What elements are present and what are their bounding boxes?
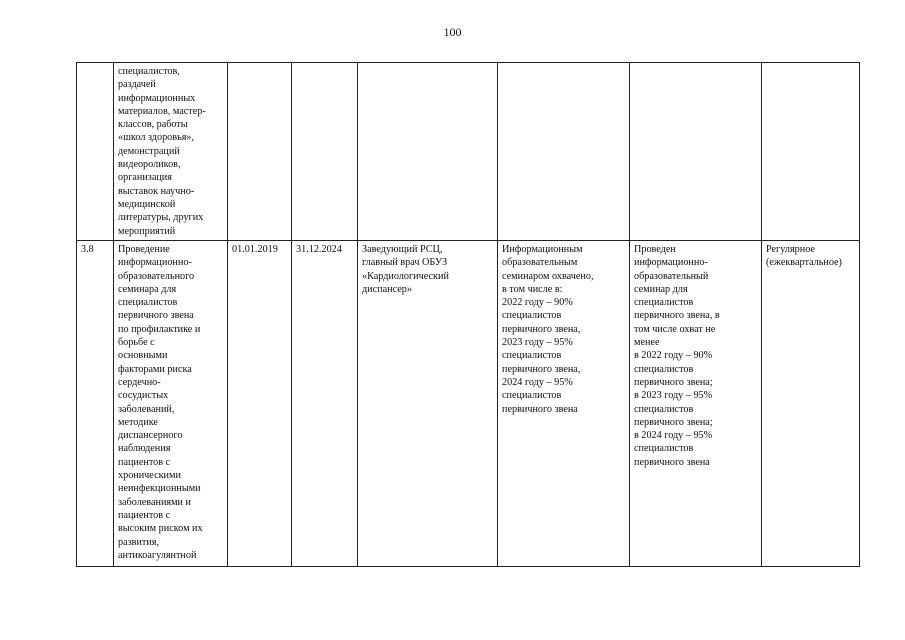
end-date-cell bbox=[292, 63, 358, 241]
result-cell: Проведен информационно- образовательный семинар для специалистов первичного звена, в том числе охват не менее в 2022 году – 90% специалистов первичного звена; в 2023 году – 95% специалистов первичного звена; в 2024 году – 95% специалистов первичного звена bbox=[630, 241, 762, 567]
table-row bbox=[77, 63, 860, 241]
activities-table bbox=[76, 62, 860, 567]
row-number-cell bbox=[77, 63, 114, 241]
end-date-cell: 31.12.2024 bbox=[292, 241, 358, 567]
regularity-cell bbox=[762, 63, 860, 241]
start-date-cell: 01.01.2019 bbox=[228, 241, 292, 567]
activity-cell: Проведение информационно- образовательного семинара для специалистов первичного звена по профилактике и борьбе с основными факторами риска сердечно- сосудистых заболеваний, методике диспансерного наблюдения пациентов с хроническими неинфекционными заболеваниями и пациентов с высоким риском их развития, антикоагулянтной bbox=[114, 241, 228, 567]
responsible-cell: Заведующий РСЦ, главный врач ОБУЗ «Кардиологический диспансер» bbox=[358, 241, 498, 567]
page-number: 100 bbox=[443, 25, 462, 39]
indicator-cell: Информационным образовательным семинаром охвачено, в том числе в: 2022 году – 90% специалистов первичного звена, 2023 году – 95% специалистов первичного звена, 2024 году – 95% специалистов первичного звена bbox=[498, 241, 630, 567]
indicator-cell bbox=[498, 63, 630, 241]
regularity-cell: Регулярное (ежеквартальное) bbox=[762, 241, 860, 567]
responsible-cell bbox=[358, 63, 498, 241]
result-cell bbox=[630, 63, 762, 241]
row-number-cell: 3.8 bbox=[77, 241, 114, 567]
table-row bbox=[77, 241, 860, 567]
start-date-cell bbox=[228, 63, 292, 241]
activity-cell: специалистов, раздачей информационных материалов, мастер- классов, работы «школ здоровья», демонстраций видеороликов, организация выставок научно- медицинской литературы, других мероприятий bbox=[114, 63, 228, 241]
